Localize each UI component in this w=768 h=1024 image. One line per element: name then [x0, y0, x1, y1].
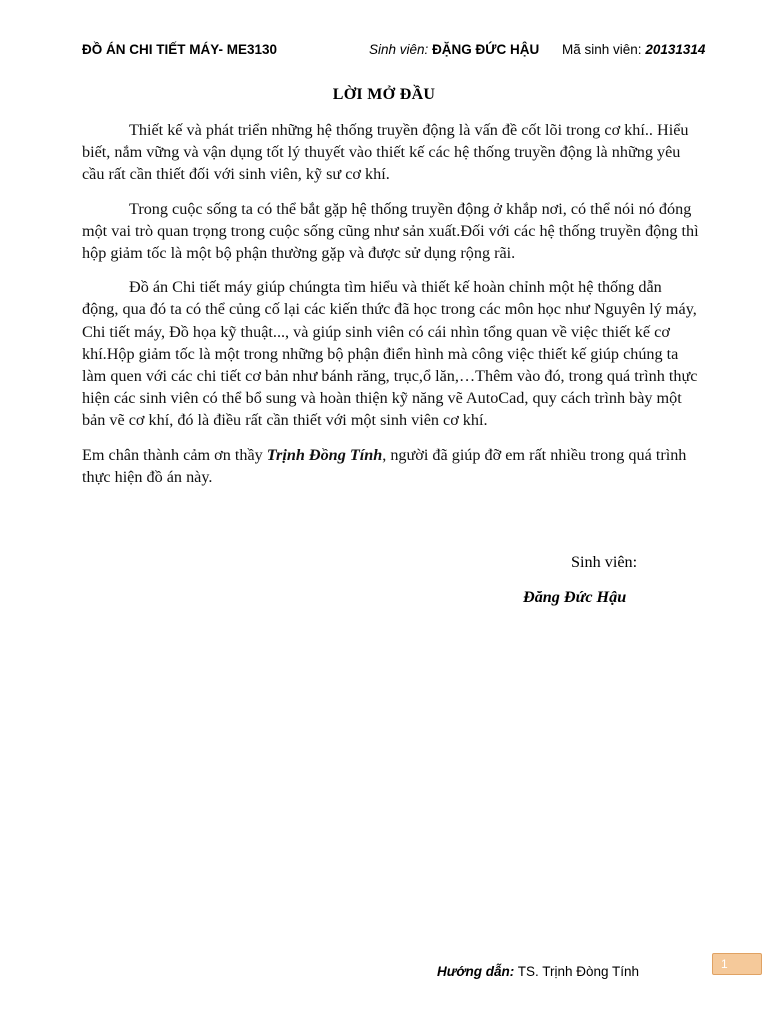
- student-id-label: Mã sinh viên:: [562, 42, 642, 57]
- student-id-value: 20131314: [645, 42, 706, 57]
- paragraph-2: Trong cuộc sống ta có thể bắt gặp hệ thống truyền động ở khắp nơi, có thể nói nó đóng một vai trò quan trọng trong cuộc sống cũng như sản xuất.Đối với các hệ thống truyền động thì hộp giảm tốc là một bộ phận thường gặp và được sử dụng rộng rãi.: [82, 199, 699, 263]
- advisor-name: TS. Trịnh Đòng Tính: [517, 964, 640, 979]
- page-footer: [437, 964, 639, 979]
- thanks-paragraph: [82, 444, 702, 488]
- signature-name: Đăng Đức Hậu: [523, 588, 627, 606]
- paragraph-1: Thiết kế và phát triển những hệ thống truyền động là vấn đề cốt lõi trong cơ khí.. Hiểu biết, nắm vững và vận dụng tốt lý thuyết vào thiết kế các hệ thống truyền động là những yêu cầu rất cần thiết đối với sinh viên, kỹ sư cơ khí.: [82, 121, 689, 184]
- student-id: [562, 42, 705, 57]
- signature-label: Sinh viên:: [571, 553, 638, 571]
- course-title: ĐỒ ÁN CHI TIẾT MÁY- ME3130: [82, 42, 278, 57]
- thanks-before: Em chân thành cảm ơn thầy: [82, 445, 267, 464]
- teacher-name: Trịnh Đồng Tính: [266, 445, 383, 464]
- student-info: [369, 42, 539, 57]
- page-title: LỜI MỞ ĐẦU: [332, 86, 436, 103]
- student-label: Sinh viên:: [369, 42, 429, 57]
- advisor-label: Hướng dẫn:: [437, 964, 515, 979]
- page-header: [82, 42, 722, 62]
- page-number-badge: 1: [712, 953, 762, 975]
- thanks-after: , người đã giúp đỡ em rất nhiều trong quá trình thực hiện đồ án này.: [82, 445, 687, 486]
- student-name: ĐẶNG ĐỨC HẬU: [432, 42, 540, 57]
- paragraph-3: Đồ án Chi tiết máy giúp chúngta tìm hiểu và thiết kế hoàn chỉnh một hệ thống dẫn động, qua đó ta có thể củng cố lại các kiến thức đã học trong các môn học như Nguyên lý máy, Chi tiết máy, Đồ họa kỹ thuật..., và giúp sinh viên có cái nhìn tổng quan về việc thiết kế cơ khí.Hộp giảm tốc là một trong những bộ phận điển hình mà công việc thiết kế giúp chúng ta làm quen với các chi tiết cơ bản như bánh răng, trục,ổ lăn,…Thêm vào đó, trong quá trình thực hiện các sinh viên có thể bổ sung và hoàn thiện kỹ năng vẽ AutoCad, quy cách trình bày một bản vẽ cơ khí, đó là điều rất cần thiết với một sinh viên cơ khí.: [82, 278, 698, 430]
- document-body: [82, 119, 702, 500]
